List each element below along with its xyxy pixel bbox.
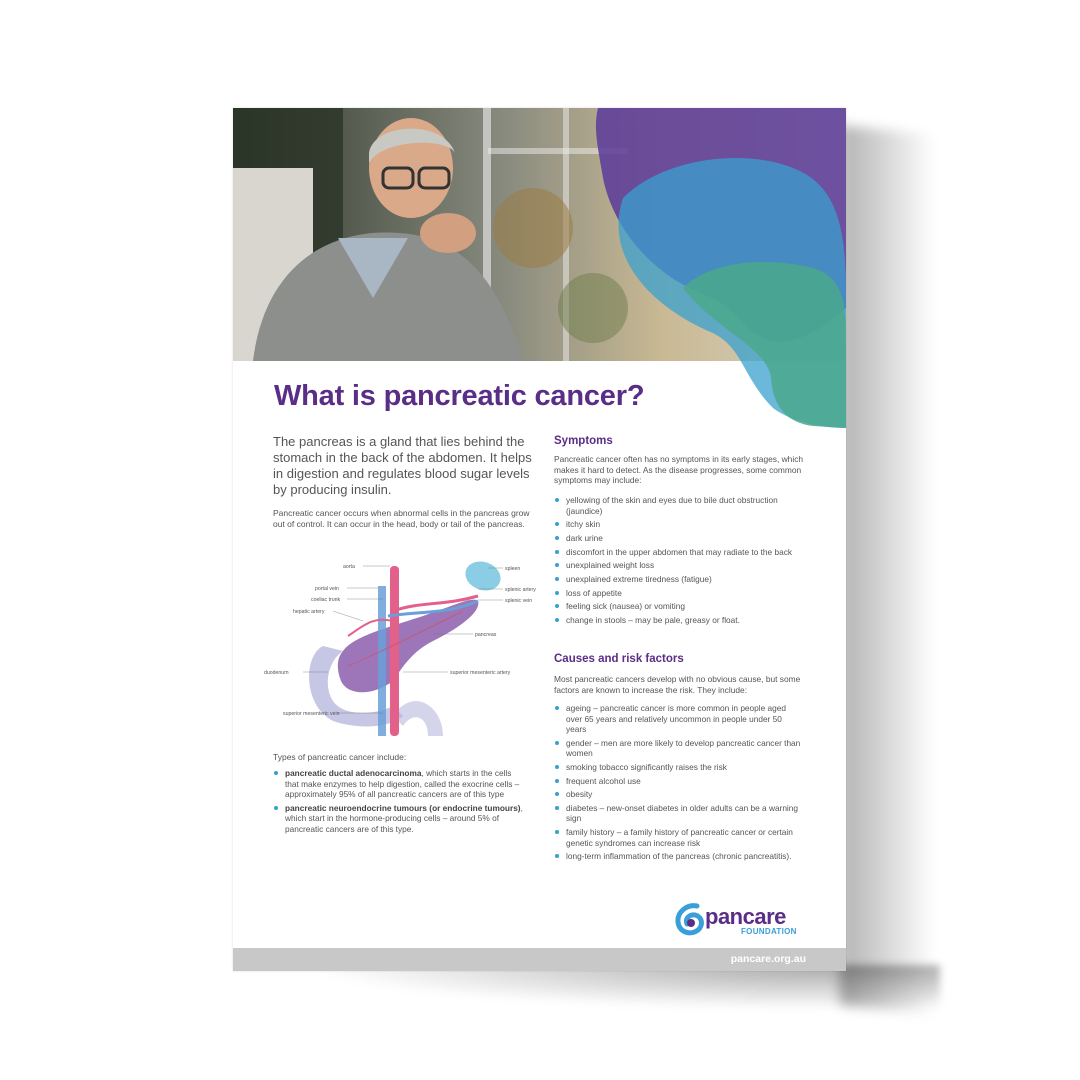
symptoms-list xyxy=(554,495,804,629)
label-superior-mesenteric-vein: superior mesenteric vein xyxy=(283,711,340,717)
list-item: frequent alcohol use xyxy=(554,776,804,787)
pancare-logo-icon xyxy=(675,902,705,936)
list-item: gender – men are more likely to develop pancreatic cancer than women xyxy=(554,738,804,759)
list-item xyxy=(273,768,523,800)
page-shadow xyxy=(840,125,935,1015)
label-pancreas: pancreas xyxy=(475,632,497,638)
causes-list xyxy=(554,703,804,865)
spleen-shape xyxy=(461,557,504,596)
list-item: diabetes – new-onset diabetes in older adults can be a warning sign xyxy=(554,803,804,824)
pancare-logo xyxy=(675,900,805,940)
list-item xyxy=(273,803,523,835)
intro-paragraph: The pancreas is a gland that lies behind the stomach in the back of the abdomen. It helps in digestion and regulates blood sugar levels by producing insulin. xyxy=(273,434,532,497)
types-list xyxy=(273,768,523,837)
label-superior-mesenteric-artery: superior mesenteric artery xyxy=(450,670,511,676)
logo-wordmark: pancare xyxy=(705,904,786,929)
list-item: unexplained extreme tiredness (fatigue) xyxy=(554,574,804,585)
portal-vein-shape xyxy=(378,586,386,736)
lower-duodenum-shape xyxy=(393,701,443,736)
label-hepatic-artery: hepatic artery xyxy=(293,609,325,615)
list-item: obesity xyxy=(554,789,804,800)
flyer-page xyxy=(233,108,846,971)
label-aorta: aorta xyxy=(343,564,355,570)
list-item: long-term inflammation of the pancreas (chronic pancreatitis). xyxy=(554,851,804,862)
aorta-shape xyxy=(390,566,399,736)
type-description: , which starts in the cells that make enzymes to help digestion, called the exocrine cells – approximately 95% of all pancreatic cancers are of this type xyxy=(285,768,520,799)
symptoms-intro: Pancreatic cancer often has no symptoms in its early stages, which makes it hard to detect. As the disease progresses, some common symptoms may include: xyxy=(554,454,804,485)
list-item: loss of appetite xyxy=(554,588,804,599)
list-item: unexplained weight loss xyxy=(554,560,804,571)
label-splenic-artery: splenic artery xyxy=(505,587,536,593)
symptoms-heading: Symptoms xyxy=(554,435,613,447)
logo-subtitle: FOUNDATION xyxy=(741,927,797,936)
list-item: family history – a family history of pancreatic cancer or certain genetic syndromes can increase risk xyxy=(554,827,804,848)
type-name: pancreatic ductal adenocarcinoma xyxy=(285,768,422,778)
label-spleen: spleen xyxy=(505,566,521,572)
list-item: yellowing of the skin and eyes due to bile duct obstruction (jaundice) xyxy=(554,495,804,516)
list-item: dark urine xyxy=(554,533,804,544)
list-item: discomfort in the upper abdomen that may radiate to the back xyxy=(554,547,804,558)
list-item: change in stools – may be pale, greasy or float. xyxy=(554,615,804,626)
causes-intro: Most pancreatic cancers develop with no obvious cause, but some factors are known to increase the risk. They include: xyxy=(554,674,801,695)
type-description: , which start in the hormone-producing cells – around 5% of pancreatic cancers are of this type. xyxy=(285,802,523,834)
label-splenic-vein: splenic vein xyxy=(505,598,533,604)
footer-bar xyxy=(233,948,846,971)
definition-paragraph: Pancreatic cancer occurs when abnormal cells in the pancreas grow out of control. It can occur in the head, body or tail of the pancreas. xyxy=(273,508,530,529)
label-portal-vein: portal vein xyxy=(315,586,339,592)
footer-url[interactable]: pancare.org.au xyxy=(730,953,806,965)
list-item: itchy skin xyxy=(554,519,804,530)
causes-heading: Causes and risk factors xyxy=(554,653,684,665)
list-item: smoking tobacco significantly raises the risk xyxy=(554,762,804,773)
label-duodenum: duodenum xyxy=(264,670,289,676)
list-item: feeling sick (nausea) or vomiting xyxy=(554,601,804,612)
list-item: ageing – pancreatic cancer is more common in people aged over 65 years and relatively uncommon in people under 50 years xyxy=(554,703,804,735)
page-title: What is pancreatic cancer? xyxy=(274,380,645,412)
type-name: pancreatic neuroendocrine tumours (or endocrine tumours) xyxy=(285,802,521,813)
pancreas-anatomy-diagram xyxy=(253,556,543,736)
page-shadow-bottom xyxy=(300,965,940,1010)
label-coeliac-trunk: coeliac trunk xyxy=(311,597,341,603)
types-intro: Types of pancreatic cancer include: xyxy=(273,752,407,762)
